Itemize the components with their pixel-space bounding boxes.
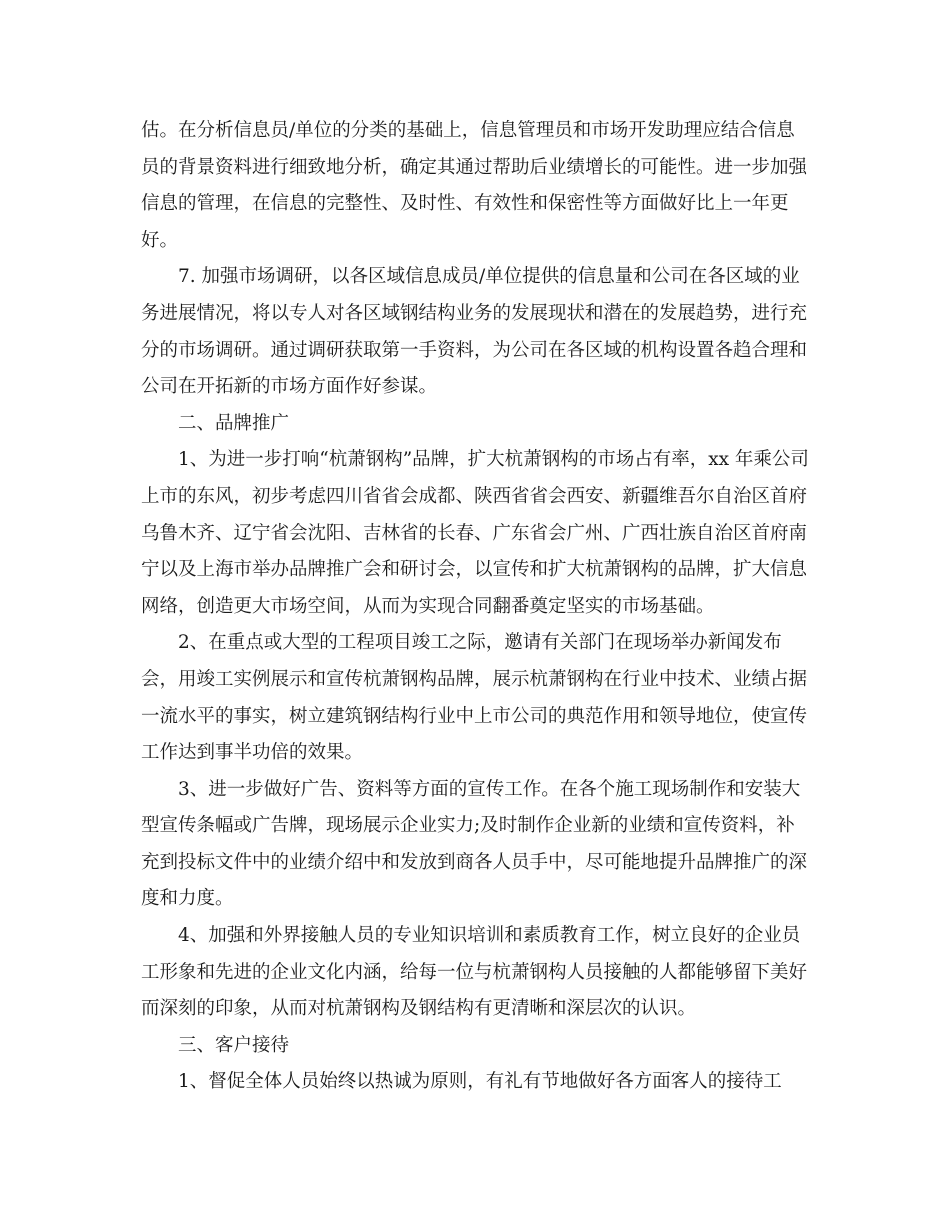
section-heading-customer-reception: 三、客户接待	[141, 1034, 290, 1056]
paragraph-brand-item-3: 3、进一步做好广告、资料等方面的宣传工作。在各个施工现场制作和安装大 型宣传条幅或广告牌，现场展示企业实力;及时制作企业新的业绩和宣传资料，补 充到投标文件中的业绩介绍中和发放到商各人员手中，尽可能地提升品牌推广的深 度和力度。	[141, 778, 808, 910]
paragraph-brand-item-2: 2、在重点或大型的工程项目竣工之际，邀请有关部门在现场举办新闻发布 会，用竣工实例展示和宣传杭萧钢构品牌，展示杭萧钢构在行业中技术、业绩占据 一流水平的事实，树立建筑钢结构行业中上市公司的典范作用和领导地位，使宣传 工作达到事半功倍的效果。	[141, 632, 808, 764]
document-page	[141, 113, 813, 1101]
paragraph-item-7-market-research: 7. 加强市场调研，以各区域信息成员/单位提供的信息量和公司在各区域的业 务进展情况，将以专人对各区域钢结构业务的发展现状和潜在的发展趋势，进行充 分的市场调研。通过调研获取第一手资料，为公司在各区域的机构设置各趋合理和 公司在开拓新的市场方面作好参谋。	[141, 266, 808, 398]
paragraph-brand-item-1: 1、为进一步打响“杭萧钢构”品牌，扩大杭萧钢构的市场占有率，xx 年乘公司 上市的东风，初步考虑四川省省会成都、陕西省省会西安、新疆维吾尔自治区首府 乌鲁木齐、辽宁省会沈阳、吉林省的长春、广东省会广州、广西壮族自治区首府南 宁以及上海市举办品牌推广会和研讨会，以宣传和扩大杭萧钢构的品牌，扩大信息 网络，创造更大市场空间，从而为实现合同翻番奠定坚实的市场基础。	[141, 449, 809, 617]
paragraph-brand-item-4: 4、加强和外界接触人员的专业知识培训和素质教育工作，树立良好的企业员 工形象和先进的企业文化内涵，给每一位与杭萧钢构人员接触的人都能够留下美好 而深刻的印象，从而对杭萧钢构及钢结构有更清晰和深层次的认识。	[141, 925, 808, 1020]
paragraph-continued-evaluation: 估。在分析信息员/单位的分类的基础上，信息管理员和市场开发助理应结合信息 员的背景资料进行细致地分析，确定其通过帮助后业绩增长的可能性。进一步加强 信息的管理，在信息的完整性、及时性、有效性和保密性等方面做好比上一年更 好。	[141, 120, 808, 251]
section-heading-brand-promotion: 二、品牌推广	[141, 412, 290, 434]
paragraph-reception-item-1: 1、督促全体人员始终以热诚为原则，有礼有节地做好各方面客人的接待工	[141, 1071, 782, 1093]
